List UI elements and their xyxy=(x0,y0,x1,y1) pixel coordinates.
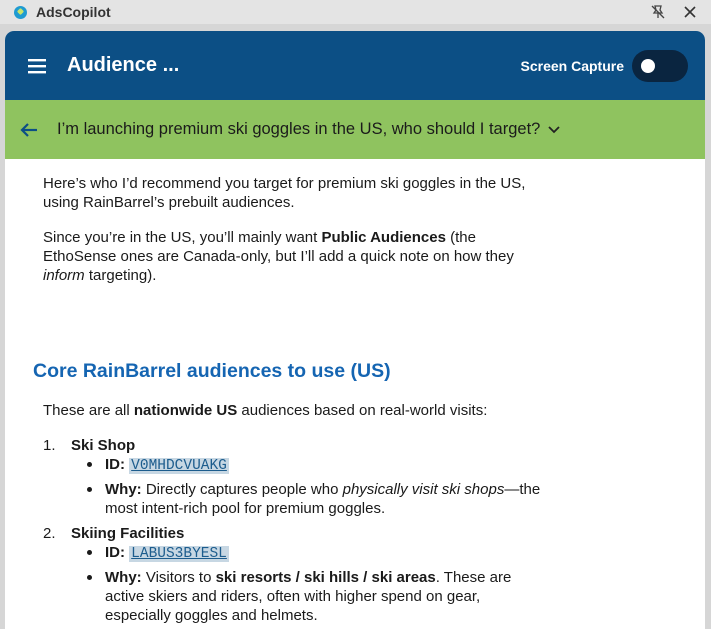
app-logo-icon xyxy=(14,6,27,19)
os-titlebar xyxy=(0,0,711,24)
section-heading: Core RainBarrel audiences to use (US) xyxy=(33,360,391,382)
item-title: Ski Shop xyxy=(71,437,136,454)
audience-id-link[interactable]: V0MHDCVUAKG xyxy=(131,458,227,474)
section-intro: These are all nationwide US audiences based on real-world visits: xyxy=(43,402,488,419)
app-title: AdsCopilot xyxy=(36,4,111,20)
page-title: Audience ... xyxy=(67,54,180,76)
context-paragraph: Since you’re in the US, you’ll mainly want Public Audiences (the EthoSense ones are Canada-only, but I’ll add a quick note on how they inform targeting). xyxy=(43,229,514,284)
why-bullet: Why: Directly captures people who physically visit ski shops—the most intent-rich pool for premium goggles. xyxy=(83,480,543,518)
intro-paragraph: Here’s who I’d recommend you target for premium ski goggles in the US, using RainBarrel’s prebuilt audiences. xyxy=(43,175,526,211)
question-bar xyxy=(5,100,705,159)
item-title: Skiing Facilities xyxy=(71,525,185,542)
question-text: I’m launching premium ski goggles in the US, who should I target? xyxy=(57,120,541,138)
screen-capture-toggle[interactable] xyxy=(632,50,688,82)
item-number: 2. xyxy=(43,525,56,542)
close-icon[interactable] xyxy=(681,3,699,21)
item-number: 1. xyxy=(43,437,56,454)
id-bullet: ID: LABUS3BYESL xyxy=(83,543,543,564)
pin-off-icon[interactable] xyxy=(649,3,667,21)
id-bullet: ID: V0MHDCVUAKG xyxy=(83,455,543,476)
app-header xyxy=(5,31,705,100)
hamburger-menu-icon[interactable] xyxy=(28,56,48,76)
chevron-down-icon[interactable] xyxy=(548,123,562,137)
toggle-knob xyxy=(641,59,655,73)
screen-capture-label: Screen Capture xyxy=(520,57,624,74)
back-arrow-icon[interactable] xyxy=(20,119,42,141)
audience-id-link[interactable]: LABUS3BYESL xyxy=(131,546,227,562)
app-window xyxy=(5,31,705,629)
why-bullet: Why: Visitors to ski resorts / ski hills / ski areas. These are active skiers and riders, often with higher spend on gear, especially goggles and helmets. xyxy=(83,568,543,625)
